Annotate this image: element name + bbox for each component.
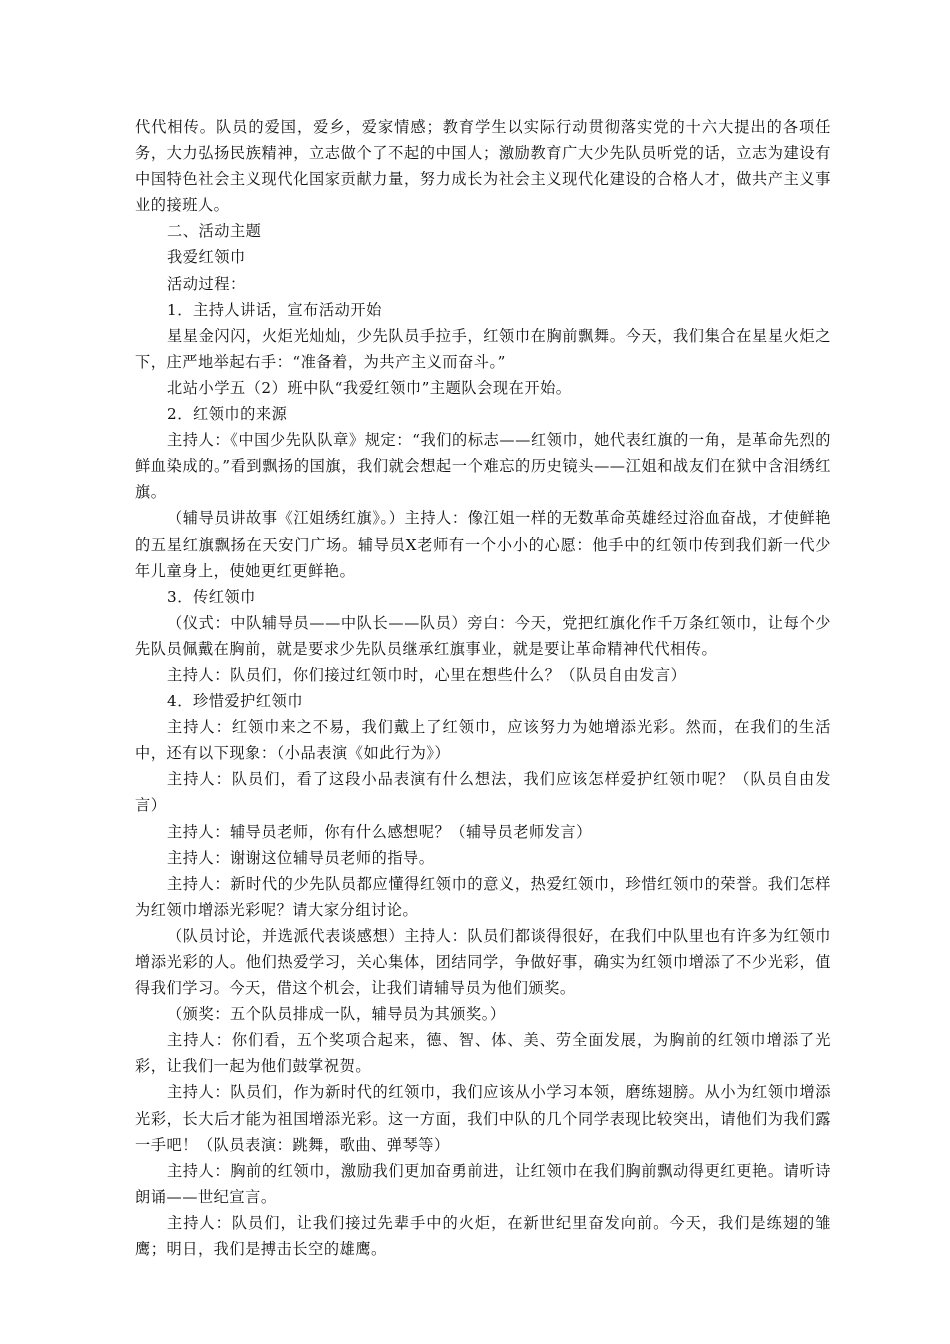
paragraph: （仪式：中队辅导员——中队长——队员）旁白：今天，党把红旗化作千万条红领巾，让每个少先队员佩戴在胸前，就是要求少先队员继承红旗事业，就是要让革命精神代代相传。 — [135, 613, 831, 658]
paragraph: 主持人：新时代的少先队员都应懂得红领巾的意义，热爱红领巾，珍惜红领巾的荣誉。我们怎样为红领巾增添光彩呢？请大家分组讨论。 — [135, 874, 831, 919]
paragraph: 主持人：谢谢这位辅导员老师的指导。 — [167, 848, 435, 867]
document-body — [135, 114, 831, 1262]
step-3-heading: 3．传红领巾 — [167, 587, 256, 606]
step-4-heading: 4．珍惜爱护红领巾 — [167, 692, 304, 711]
paragraph: 主持人：队员们，你们接过红领巾时，心里在想些什么？（队员自由发言） — [167, 665, 687, 684]
step-2-heading: 2．红领巾的来源 — [167, 405, 288, 424]
paragraph: 主持人：辅导员老师，你有什么感想呢？（辅导员老师发言） — [167, 822, 592, 841]
paragraph: 主持人：队员们，让我们接过先辈手中的火炬，在新世纪里奋发向前。今天，我们是练翅的雏鹰；明日，我们是搏击长空的雄鹰。 — [135, 1213, 831, 1259]
paragraph-intro-continuation: 代代相传。队员的爱国，爱乡，爱家情感；教育学生以实际行动贯彻落实党的十六大提出的各项任务，大力弘扬民族精神，立志做个了不起的中国人；激励教育广大少先队员听党的话，立志为建设有中国特色社会主义现代化国家贡献力量，努力成长为社会主义现代化建设的合格人才，做共产主义事业的接班人。 — [135, 118, 831, 215]
paragraph: 主持人：队员们，看了这段小品表演有什么想法，我们应该怎样爱护红领巾呢？（队员自由发言） — [135, 770, 831, 815]
paragraph: 主持人：红领巾来之不易，我们戴上了红领巾，应该努力为她增添光彩。然而，在我们的生活中，还有以下现象：（小品表演《如此行为》） — [135, 718, 831, 763]
paragraph: 主持人：胸前的红领巾，激励我们更加奋勇前进，让红领巾在我们胸前飘动得更红更艳。请听诗朗诵——世纪宣言。 — [135, 1161, 831, 1206]
activity-process-heading: 活动过程： — [167, 274, 246, 293]
paragraph: 主持人：《中国少先队队章》规定：“我们的标志——红领巾，她代表红旗的一角，是革命先烈的鲜血染成的。”看到飘扬的国旗，我们就会想起一个难忘的历史镜头——江姐和战友们在狱中含泪绣红旗。 — [135, 431, 831, 502]
paragraph: 主持人：队员们，作为新时代的红领巾，我们应该从小学习本领，磨练翅膀。从小为红领巾增添光彩，长大后才能为祖国增添光彩。这一方面，我们中队的几个同学表现比较突出，请他们为我们露一手吧！（队员表演：跳舞，歌曲、弹琴等） — [135, 1083, 831, 1154]
paragraph: 北站小学五（2）班中队“我爱红领巾”主题队会现在开始。 — [167, 378, 572, 397]
paragraph: 主持人：你们看，五个奖项合起来，德、智、体、美、劳全面发展，为胸前的红领巾增添了光彩，让我们一起为他们鼓掌祝贺。 — [135, 1031, 831, 1076]
activity-theme-title: 我爱红领巾 — [167, 248, 246, 267]
section-heading-activity-theme: 二、活动主题 — [167, 222, 262, 241]
paragraph: （颁奖：五个队员排成一队，辅导员为其颁奖。） — [167, 1005, 506, 1024]
paragraph: （队员讨论，并选派代表谈感想）主持人：队员们都谈得很好，在我们中队里也有许多为红领巾增添光彩的人。他们热爱学习，关心集体，团结同学，争做好事，确实为红领巾增添了不少光彩，值得我们学习。今天，借这个机会，让我们请辅导员为他们颁奖。 — [135, 926, 831, 998]
step-1-heading: 1．主持人讲话，宣布活动开始 — [167, 300, 382, 319]
paragraph: （辅导员讲故事《江姐绣红旗》。）主持人：像江姐一样的无数革命英雄经过浴血奋战，才使鲜艳的五星红旗飘扬在天安门广场。辅导员X老师有一个小小的心愿：他手中的红领巾传到我们新一代少年儿童身上，使她更红更鲜艳。 — [135, 509, 831, 580]
paragraph: 星星金闪闪，火炬光灿灿，少先队员手拉手，红领巾在胸前飘舞。今天，我们集合在星星火炬之下，庄严地举起右手：“准备着，为共产主义而奋斗。” — [135, 326, 831, 371]
